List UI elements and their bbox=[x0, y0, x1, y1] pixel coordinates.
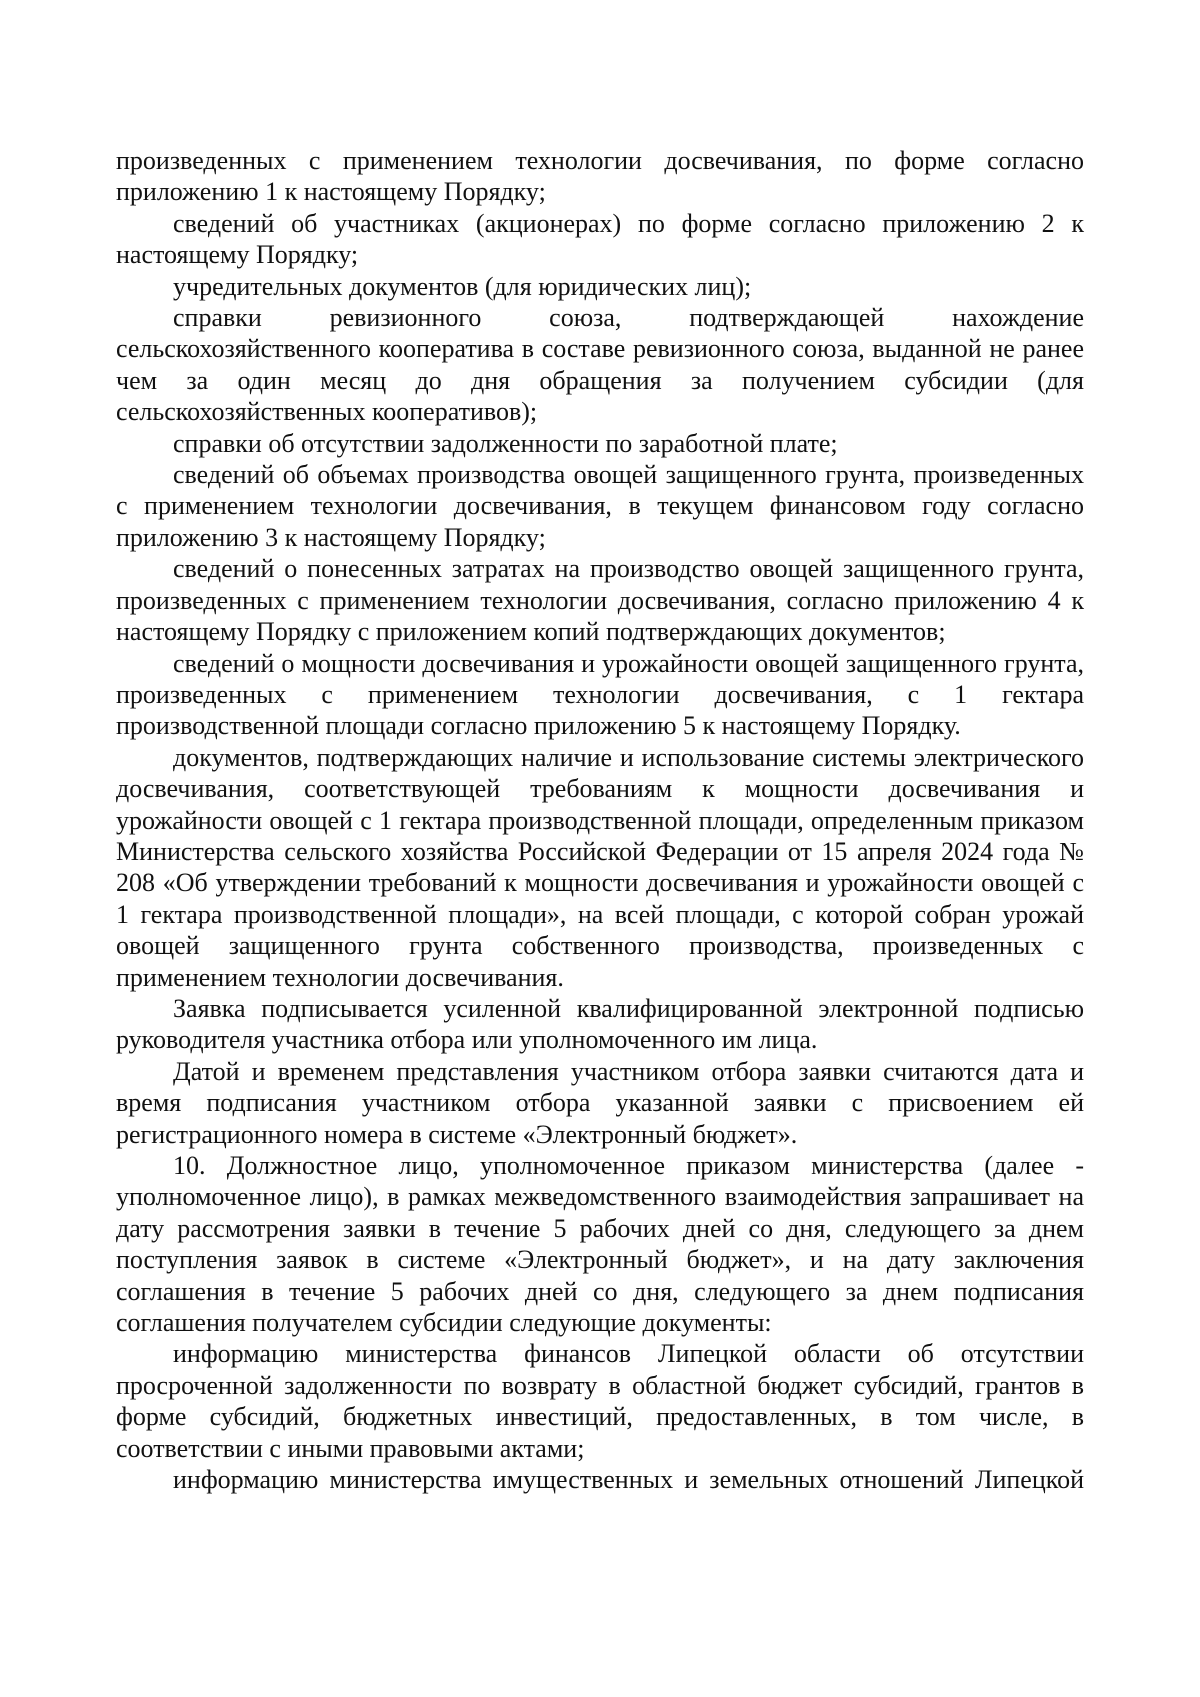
paragraph-production-volumes: сведений об объемах производства овощей защищенного грунта, произведенных с применением технологии досвечивания, в текущем финансовом году согласно приложению 3 к настоящему Порядку; bbox=[116, 460, 1084, 552]
paragraph-property-ministry-info: информацию министерства имущественных и земельных отношений Липецкой bbox=[173, 1465, 1084, 1495]
paragraph-finance-ministry-info: информацию министерства финансов Липецкой области об отсутствии просроченной задолженности по возврату в областной бюджет субсидий, грантов в форме субсидий, бюджетных инвестиций, предоставленных, в том числе, в соответствии с иными правовыми актами; bbox=[116, 1339, 1084, 1463]
paragraph-audit-union-certificate: справки ревизионного союза, подтверждающей нахождение сельскохозяйственного кооператива в составе ревизионного союза, выданной не ранее чем за один месяц до дня обращения за получением субсидии (для сельскохозяйственных кооперативов); bbox=[116, 303, 1084, 427]
paragraph-application-signature: Заявка подписывается усиленной квалифицированной электронной подписью руководителя участника отбора или уполномоченного им лица. bbox=[116, 993, 1084, 1055]
paragraph-lighting-system-documents: документов, подтверждающих наличие и использование системы электрического досвечивания, соответствующей требованиям к мощности досвечивания и урожайности овощей с 1 гектара производственной площади, определенным приказом Министерства сельского хозяйства Российской Федерации от 15 апреля 2024 года № 208 «Об утверждении требований к мощности досвечивания и урожайности овощей с 1 гектара производственной площади», на всей площади, с которой собран урожай овощей защищенного грунта собственного производства, произведенных с применением технологии досвечивания. bbox=[116, 742, 1084, 992]
paragraph-clause-10: 10. Должностное лицо, уполномоченное приказом министерства (далее - уполномоченное лицо), в рамках межведомственного взаимодействия запрашивает на дату рассмотрения заявки в течение 5 рабочих дней со дня, следующего за днем поступления заявок в системе «Электронный бюджет», и на дату заключения соглашения в течение 5 рабочих дней со дня, следующего за днем подписания соглашения получателем субсидии следующие документы: bbox=[116, 1151, 1084, 1338]
paragraph-salary-debt-certificate: справки об отсутствии задолженности по заработной плате; bbox=[173, 428, 838, 458]
paragraph-submission-date: Датой и временем представления участником отбора заявки считаются дата и время подписания участником отбора указанной заявки с присвоением ей регистрационного номера в системе «Электронный бюджет». bbox=[116, 1056, 1084, 1149]
paragraph-production-costs: сведений о понесенных затратах на производство овощей защищенного грунта, произведенных с применением технологии досвечивания, согласно приложению 4 к настоящему Порядку с приложением копий подтверждающих документов; bbox=[116, 554, 1084, 647]
paragraph-founding-documents: учредительных документов (для юридических лиц); bbox=[173, 271, 752, 301]
paragraph-lighting-capacity: сведений о мощности досвечивания и урожайности овощей защищенного грунта, произведенных с применением технологии досвечивания, с 1 гектара производственной площади согласно приложению 5 к настоящему Порядку. bbox=[116, 648, 1084, 741]
document-page bbox=[116, 145, 1084, 1495]
paragraph-participants-info: сведений об участниках (акционерах) по форме согласно приложению 2 к настоящему Порядку; bbox=[116, 208, 1084, 270]
paragraph-continuation: произведенных с применением технологии досвечивания, по форме согласно приложению 1 к настоящему Порядку; bbox=[116, 146, 1084, 207]
